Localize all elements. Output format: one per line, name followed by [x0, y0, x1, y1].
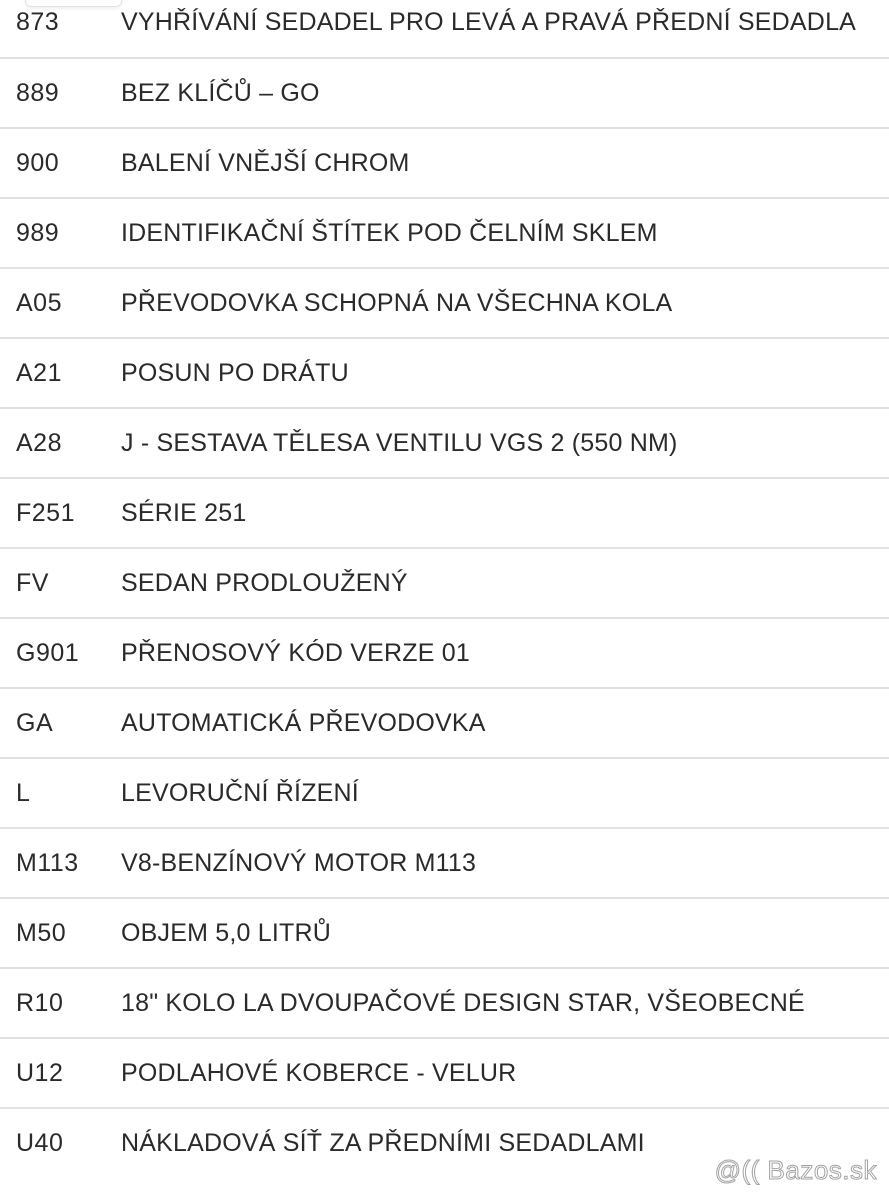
list-item: [0, 269, 889, 339]
option-code: 873: [16, 8, 60, 36]
option-description: VYHŘÍVÁNÍ SEDADEL PRO LEVÁ A PRAVÁ PŘEDNÍ SEDADLA: [121, 8, 857, 36]
option-description: PŘEVODOVKA SCHOPNÁ NA VŠECHNA KOLA: [121, 289, 673, 317]
option-description: AUTOMATICKÁ PŘEVODOVKA: [121, 709, 486, 737]
option-code: A05: [16, 289, 62, 317]
list-item: [0, 759, 889, 829]
option-code: A21: [16, 359, 62, 387]
option-code: 989: [16, 219, 60, 247]
option-description: NÁKLADOVÁ SÍŤ ZA PŘEDNÍMI SEDADLAMI: [121, 1129, 645, 1157]
list-item: [0, 199, 889, 269]
option-description: 18" KOLO LA DVOUPAČOVÉ DESIGN STAR, VŠEOBECNÉ: [121, 989, 805, 1017]
option-description: IDENTIFIKAČNÍ ŠTÍTEK POD ČELNÍM SKLEM: [121, 219, 658, 247]
option-code: M113: [16, 849, 79, 877]
option-code: U12: [16, 1059, 64, 1087]
list-item: [0, 689, 889, 759]
option-description: SÉRIE 251: [121, 499, 247, 527]
list-item: [0, 0, 889, 59]
option-code: F251: [16, 499, 75, 527]
list-item: [0, 549, 889, 619]
option-code: GA: [16, 709, 54, 737]
option-code: FV: [16, 569, 49, 597]
option-code: 900: [16, 149, 60, 177]
option-description: POSUN PO DRÁTU: [121, 359, 349, 387]
option-description: SEDAN PRODLOUŽENÝ: [121, 569, 408, 597]
option-code: U40: [16, 1129, 64, 1157]
option-code: L: [16, 779, 31, 807]
list-item: [0, 479, 889, 549]
option-description: PODLAHOVÉ KOBERCE - VELUR: [121, 1059, 517, 1087]
option-description: V8-BENZÍNOVÝ MOTOR M113: [121, 849, 477, 877]
list-item: [0, 339, 889, 409]
option-code: M50: [16, 919, 67, 947]
list-item: [0, 1039, 889, 1109]
option-description: LEVORUČNÍ ŘÍZENÍ: [121, 779, 359, 807]
list-item: [0, 129, 889, 199]
list-item: [0, 619, 889, 689]
option-code: G901: [16, 639, 80, 667]
option-code: A28: [16, 429, 62, 457]
option-description: BALENÍ VNĚJŠÍ CHROM: [121, 149, 410, 177]
list-item: [0, 409, 889, 479]
option-description: J - SESTAVA TĚLESA VENTILU VGS 2 (550 NM): [121, 429, 678, 457]
list-item: [0, 829, 889, 899]
list-item: [0, 899, 889, 969]
list-item: [0, 59, 889, 129]
list-item: [0, 969, 889, 1039]
option-code: R10: [16, 989, 64, 1017]
option-description: BEZ KLÍČŮ – GO: [121, 79, 320, 107]
bazos-watermark: @(( Bazos.sk: [714, 1155, 877, 1185]
option-description: OBJEM 5,0 LITRŮ: [121, 919, 331, 947]
option-code: 889: [16, 79, 60, 107]
option-description: PŘENOSOVÝ KÓD VERZE 01: [121, 639, 470, 667]
